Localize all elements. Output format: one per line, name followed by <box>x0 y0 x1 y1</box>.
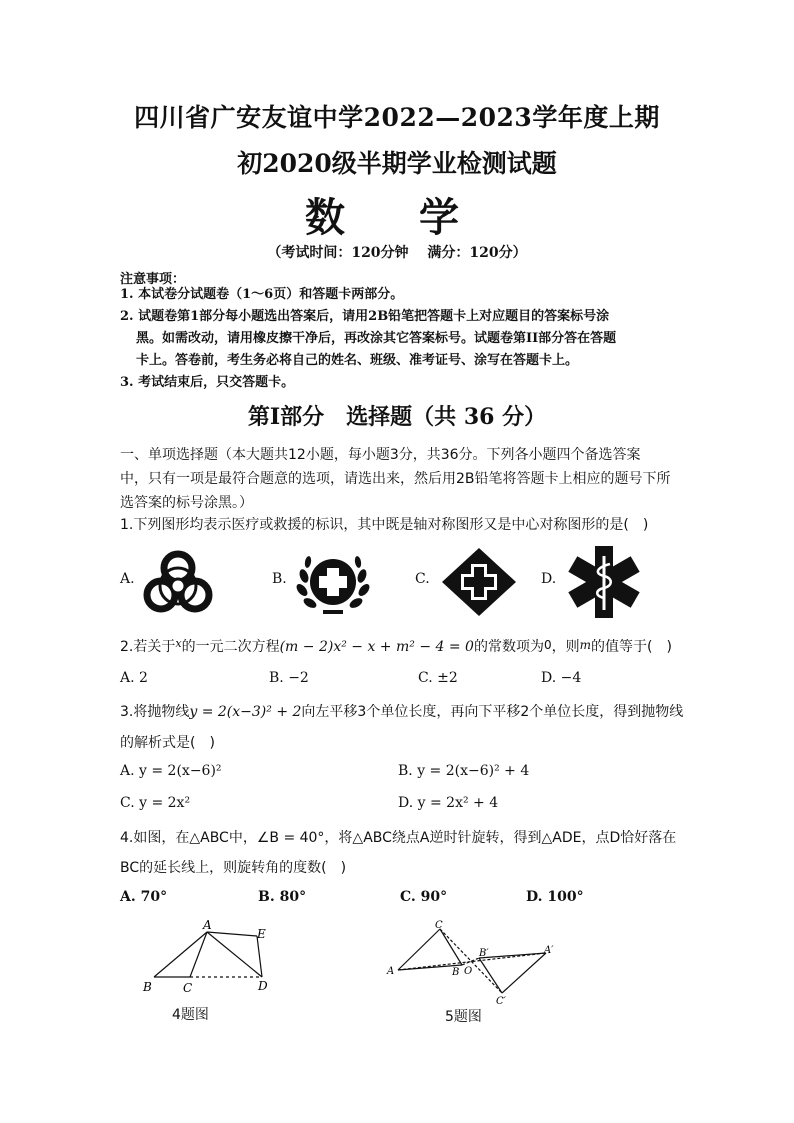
figure-4-caption: 4题图 <box>172 1007 209 1023</box>
q2-equation: (m − 2)x² − x + m² − 4 = 0 <box>279 639 474 655</box>
q2-option-d: D. −4 <box>541 670 582 686</box>
instruction-line: 中，只有一项是最符合题意的选项，请选出来，然后用2B铅笔将答题卡上相应的题号下所 <box>120 471 671 487</box>
q2-text: ，则 <box>551 639 580 655</box>
fig4-label-A: A <box>203 918 212 932</box>
notes-heading: 注意事项： <box>120 272 186 287</box>
q1-option-c-label: C. <box>415 571 430 587</box>
figure-4-triangle-rotation <box>135 918 285 998</box>
part1-instructions <box>120 443 680 515</box>
q2-option-a: A. 2 <box>120 670 148 686</box>
instruction-line: 选答案的标号涂黑。） <box>120 495 253 511</box>
q3-text: 向左平移3个单位长度，再向下平移2个单位长度，得到抛物线 <box>301 704 684 720</box>
exam-subject: 数 学 <box>305 194 489 241</box>
fig4-label-E: E <box>257 927 266 941</box>
q3-option-d: D. y = 2x² + 4 <box>398 795 499 811</box>
biohazard-icon <box>140 546 216 618</box>
question-2-stem <box>120 632 680 659</box>
q4-option-c: C. 90° <box>400 889 448 905</box>
fig5-label-B-prime: B′ <box>479 948 489 959</box>
q3-option-c: C. y = 2x² <box>120 795 191 811</box>
q3-text: 3.将抛物线 <box>120 704 190 720</box>
fig4-label-D: D <box>258 979 268 993</box>
star-of-life-icon <box>565 544 643 620</box>
figure-5-central-symmetry <box>380 918 570 1008</box>
fig5-label-C: C <box>435 920 443 931</box>
question-3-stem <box>120 700 700 724</box>
note-item-continued: 黑。如需改动，请用橡皮擦干净后，再改涂其它答案标号。试题卷第II部分答在答题 <box>136 331 617 346</box>
q2-option-b: B. −2 <box>269 670 309 686</box>
red-cross-wreath-icon <box>294 546 372 616</box>
q2-var-m: m <box>579 638 591 652</box>
q3-option-a: A. y = 2(x−6)² <box>120 763 222 779</box>
note-item: 1. 本试卷分试题卷（1～6页）和答题卡两部分。 <box>120 287 404 302</box>
note-item-continued: 卡上。答卷前，考生务必将自己的姓名、班级、准考证号、涂写在答题卡上。 <box>136 353 579 368</box>
q1-option-d-label: D. <box>541 571 557 587</box>
fig4-label-B: B <box>143 980 152 994</box>
part1-title: 第Ⅰ部分 选择题（共 36 分） <box>247 404 547 430</box>
fig5-label-O: O <box>464 966 473 977</box>
exam-title-grade: 初2020级半期学业检测试题 <box>237 149 557 178</box>
q1-option-a-label: A. <box>120 571 135 587</box>
q4-option-a: A. 70° <box>120 889 168 905</box>
figure-5-caption: 5题图 <box>445 1009 482 1025</box>
q1-option-b-label: B. <box>272 571 287 587</box>
fig5-label-B: B <box>452 967 460 978</box>
q2-var-x: x <box>175 637 182 650</box>
q2-text: 的值等于( ) <box>590 639 672 655</box>
note-item: 3. 考试结束后，只交答题卡。 <box>120 375 295 390</box>
fig5-label-C-prime: C′ <box>496 996 506 1007</box>
note-item: 2. 试题卷第1部分每小题选出答案后，请用2B铅笔把答题卡上对应题目的答案标号涂 <box>120 309 610 324</box>
q2-option-c: C. ±2 <box>418 670 458 686</box>
exam-title-school: 四川省广安友谊中学2022—2023学年度上期 <box>134 103 660 132</box>
question-3-stem-line2: 的解析式是( ) <box>120 735 215 751</box>
exam-time-score: （考试时间：120分钟 满分：120分） <box>267 245 527 261</box>
fig5-label-A-prime: A′ <box>544 945 554 956</box>
q4-option-b: B. 80° <box>258 889 307 905</box>
fig5-label-A: A <box>387 966 395 977</box>
diamond-cross-icon <box>440 546 518 618</box>
q2-text: 2.若关于 <box>120 639 176 655</box>
question-1-stem: 1.下列图形均表示医疗或救援的标识，其中既是轴对称图形又是中心对称图形的是( ) <box>120 517 649 533</box>
q4-option-d: D. 100° <box>526 889 584 905</box>
q2-zero: 0 <box>543 638 552 652</box>
question-4-stem-line2: BC的延长线上，则旋转角的度数( ) <box>120 860 347 876</box>
q3-equation: y = 2(x−3)² + 2 <box>189 704 302 720</box>
q3-option-b: B. y = 2(x−6)² + 4 <box>398 763 530 779</box>
q2-text: 的常数项为 <box>473 639 544 655</box>
q2-text: 的一元二次方程 <box>181 639 280 655</box>
fig4-label-C: C <box>183 981 193 995</box>
question-4-stem-line1: 4.如图，在△ABC中，∠B = 40°，将△ABC绕点A逆时针旋转，得到△ADE，点D恰好落在 <box>120 830 677 846</box>
instruction-line: 一、单项选择题（本大题共12小题，每小题3分，共36分。下列各小题四个备选答案 <box>120 447 641 463</box>
